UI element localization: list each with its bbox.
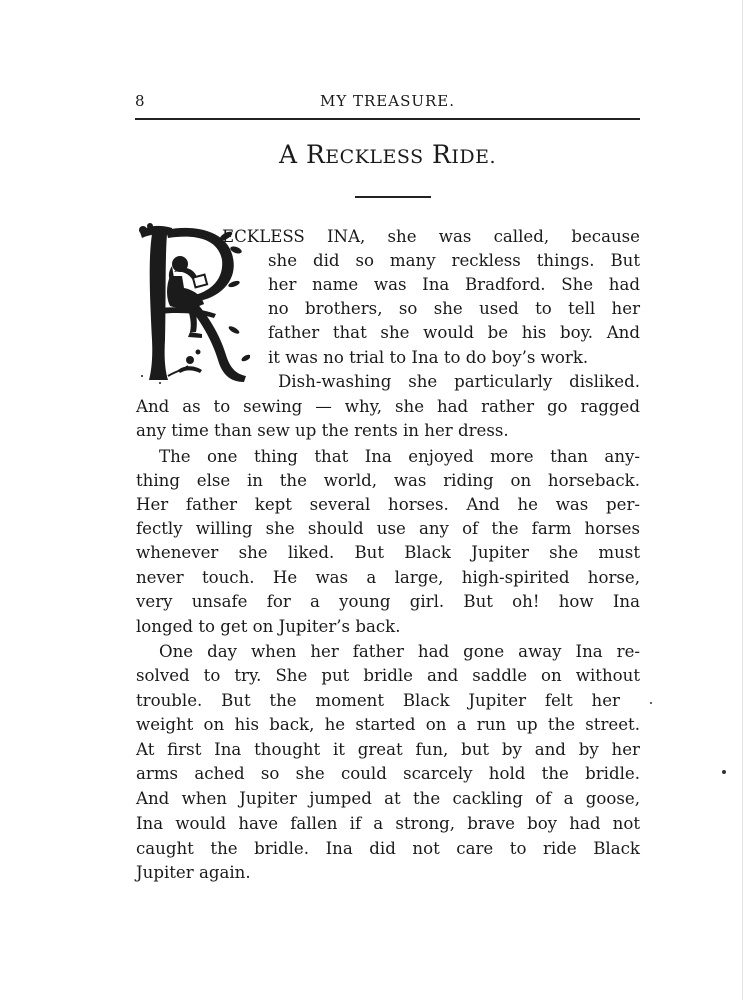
running-title: MY TREASURE. <box>319 92 456 110</box>
text-line: thing else in the world, was riding on horseback. <box>136 471 640 490</box>
page-number: 8 <box>135 92 146 110</box>
text-line: Ina would have fallen if a strong, brave boy had not <box>136 814 640 833</box>
text-line: very unsafe for a young girl. But oh! how Ina <box>136 592 640 611</box>
page-edge <box>742 0 743 1000</box>
text-line: weight on his back, he started on a run up the street. <box>136 715 640 734</box>
page-header <box>135 90 640 112</box>
text-line: she did so many reckless things. But <box>268 251 640 270</box>
text-line: trouble. But the moment Black Jupiter felt her <box>136 691 620 710</box>
text-line: fectly willing she should use any of the farm horses <box>136 519 640 538</box>
title-rule <box>355 196 431 198</box>
scan-speck <box>722 770 726 774</box>
text-line: no brothers, so she used to tell her <box>268 299 640 318</box>
text-line: Dish-washing she particularly disliked. <box>278 372 640 391</box>
text-line: her name was Ina Bradford. She had <box>268 275 640 294</box>
text-line: The one thing that Ina enjoyed more than any- <box>159 447 640 466</box>
text-line: never touch. He was a large, high-spirited horse, <box>136 568 640 587</box>
text-line: arms ached so she could scarcely hold the bridle. <box>136 764 640 783</box>
text-line: Her father kept several horses. And he was per- <box>136 495 640 514</box>
text-line: At first Ina thought it great fun, but by and by her <box>136 740 640 759</box>
header-rule <box>135 118 640 120</box>
text-line: Jupiter again. <box>136 863 251 882</box>
scan-speck <box>650 702 652 704</box>
text-line: One day when her father had gone away Ina re- <box>159 642 640 661</box>
text-line: ECKLESS INA, she was called, because <box>222 227 640 246</box>
title-initial-1: A R <box>278 140 326 169</box>
text-line: And as to sewing — why, she had rather go ragged <box>136 397 640 416</box>
story-title <box>135 140 640 169</box>
text-line: any time than sew up the rents in her dress. <box>136 421 509 440</box>
title-rest-1: ECKLESS <box>325 146 424 168</box>
text-line: it was no trial to Ina to do boy’s work. <box>268 348 589 367</box>
title-initial-2: R <box>423 140 452 169</box>
text-line: whenever she liked. But Black Jupiter she must <box>136 543 640 562</box>
text-line: longed to get on Jupiter’s back. <box>136 617 401 636</box>
text-line: father that she would be his boy. And <box>268 323 640 342</box>
text-line: And when Jupiter jumped at the cackling of a goose, <box>136 789 640 808</box>
title-rest-2: IDE. <box>451 146 497 168</box>
text-line: caught the bridle. Ina did not care to ride Black <box>136 839 640 858</box>
text-line: solved to try. She put bridle and saddle on without <box>136 666 640 685</box>
